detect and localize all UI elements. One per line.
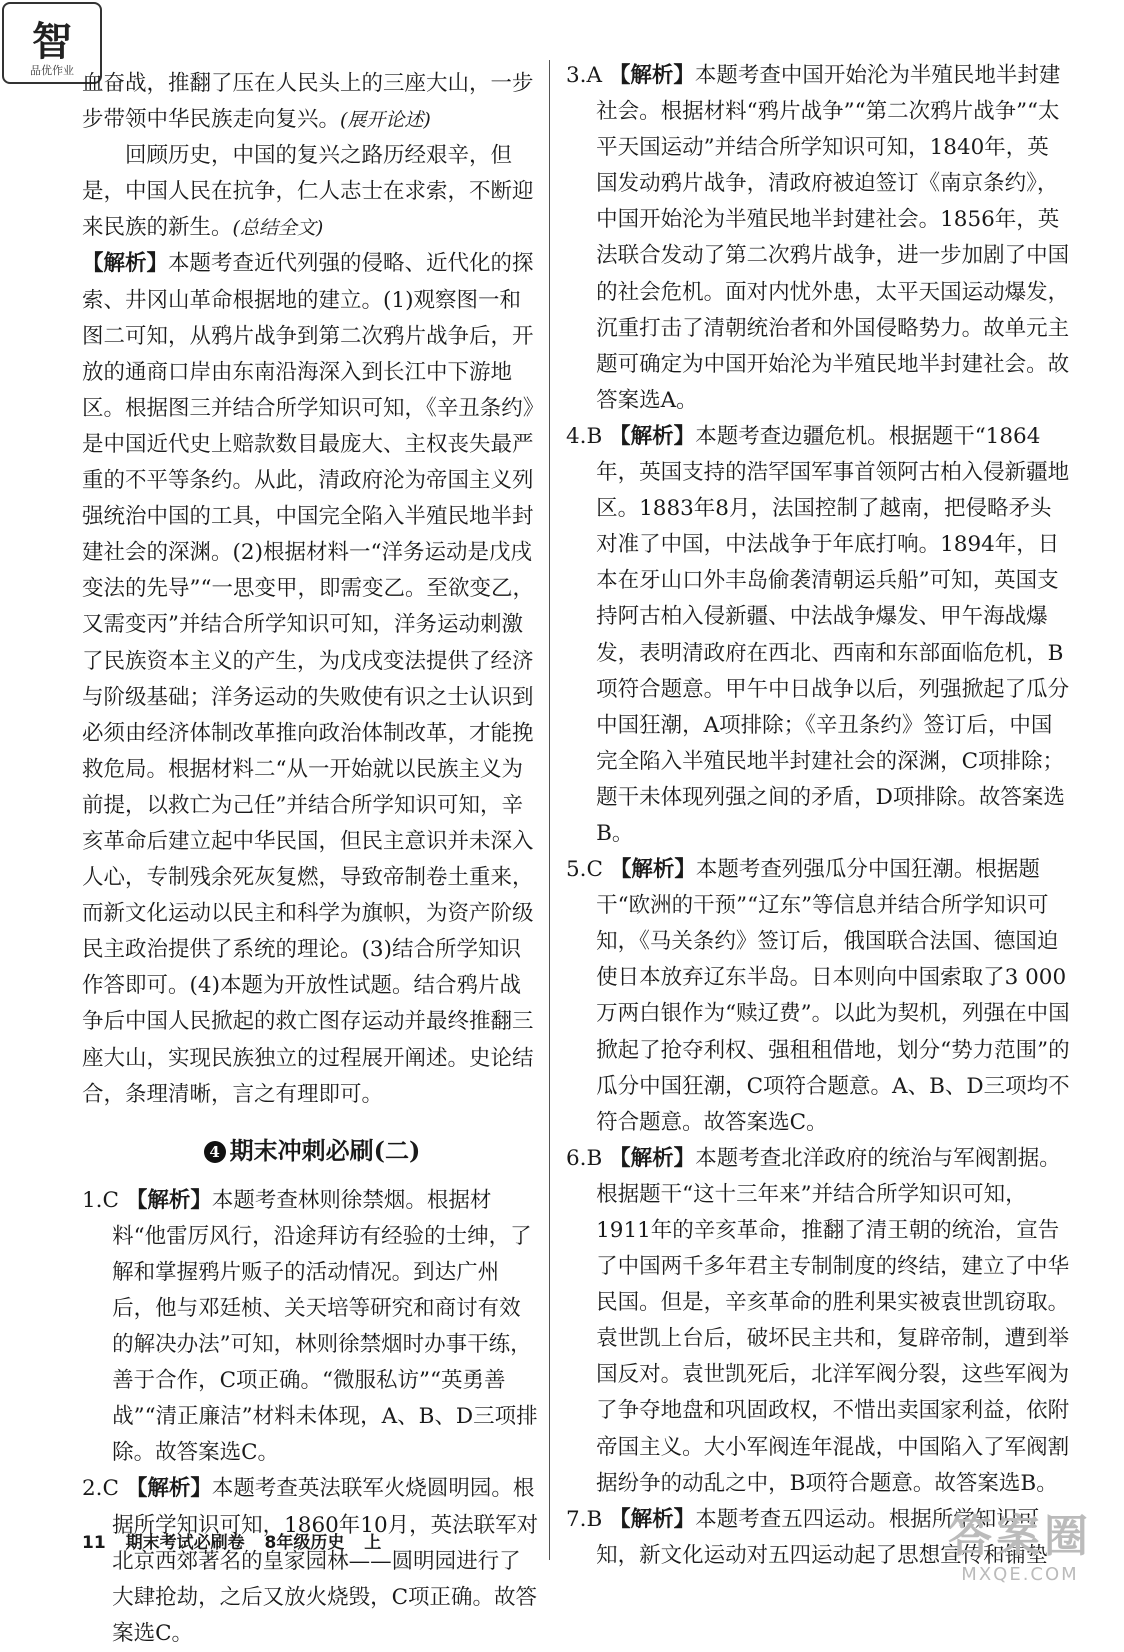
- answer-text: 本题考查五四运动。根据所学知识可知，新文化运动对五四运动起了思想宣传和铺垫: [596, 1506, 1048, 1568]
- answer-text: 本题考查列强瓜分中国狂潮。根据题干“欧洲的干预”“辽东”等信息并结合所学知识可知，《马关条约》签订后，俄国联合法国、德国迫使日本放弃辽东半岛。日本则向中国索取了3 000万两白银作为“赎辽费”。以此为契机，列强在中国掀起了抢夺利权、强租租借地，划分“势力范围”的瓜分中国狂潮，C项符合题意。A、B、D三项均不符合题意。故答案选C。: [596, 857, 1070, 1135]
- answer-item-6: [566, 1141, 1070, 1502]
- answer-text: 本题考查林则徐禁烟。根据材料“他雷厉风行，沿途拜访有经验的士绅，了解和掌握鸦片贩子的活动情况。到达广州后，他与邓廷桢、关天培等研究和商讨有效的解决办法”可知，林则徐禁烟时办事干练，善于合作，C项正确。“微服私访”“英勇善战”“清正廉洁”材料未体现，A、B、D三项排除。故答案选C。: [112, 1187, 538, 1466]
- answer-item-2: [82, 1471, 542, 1651]
- analysis-text: 本题考查近代列强的侵略、近代化的探索、井冈山革命根据地的建立。(1)观察图一和图二可知，从鸦片战争到第二次鸦片战争后，开放的通商口岸由东南沿海深入到长江中下游地区。根据图三并结合所学知识可知，《辛丑条约》是中国近代史上赔款数目最庞大、主权丧失最严重的不平等条约。从此，清政府沦为帝国主义列强统治中国的工具，中国完全陷入半殖民地半封建社会的深渊。(2)根据材料一“洋务运动是戊戌变法的先导”“一思变甲，即需变乙。至欲变乙，又需变丙”并结合所学知识可知，洋务运动刺激了民族资本主义的产生，为戊戌变法提供了经济与阶级基础；洋务运动的失败使有识之士认识到必须由经济体制改革推向政治体制改革，才能挽救危局。根据材料二“从一开始就以民族主义为前提，以救亡为己任”并结合所学知识可知，辛亥革命后建立起中华民国，但民主意识并未深入人心，专制残余死灰复燃，导致帝制卷土重来，而新文化运动以民主和科学为旗帜，为资产阶级民主政治提供了系统的理论。(3)结合所学知识作答即可。(4)本题为开放性试题。结合鸦片战争后中国人民掀起的救亡图存运动并最终推翻三座大山，实现民族独立的过程展开阐述。史论结合，条理清晰，言之有理即可。: [82, 251, 534, 1107]
- analysis-tag: 【解析】: [82, 251, 169, 277]
- grade-subject: 8年级历史: [264, 1533, 345, 1553]
- essay-text-1: 血奋战，推翻了压在人民头上的三座大山，一步步带领中华民族走向复兴。: [82, 71, 534, 133]
- answer-number: 1.C: [82, 1187, 119, 1213]
- logo-glyph: 智: [32, 18, 72, 65]
- logo-caption: 品优作业: [30, 64, 74, 77]
- answer-item-1: [82, 1183, 542, 1472]
- essay-note-1: (展开论述): [340, 109, 431, 132]
- answer-tag: 【解析】: [609, 1506, 696, 1532]
- watermark: [930, 1500, 1110, 1590]
- watermark-logo: 答案圈: [948, 1511, 1092, 1562]
- answer-tag: 【解析】: [125, 1476, 212, 1502]
- answer-tag: 【解析】: [609, 423, 696, 449]
- answer-number: 3.A: [566, 63, 603, 88]
- page-number: 11: [82, 1533, 106, 1553]
- answer-number: 2.C: [82, 1476, 119, 1502]
- section-number-badge: 4: [204, 1141, 226, 1163]
- section-title-text: 期末冲刺必刷(二): [229, 1135, 421, 1165]
- answer-tag: 【解析】: [609, 1145, 696, 1171]
- answer-text: 本题考查中国开始沦为半殖民地半封建社会。根据材料“鸦片战争”“第二次鸦片战争”“太平天国运动”并结合所学知识可知，1840年，英国发动鸦片战争，清政府被迫签订《南京条约》，中国开始沦为半殖民地半封建社会。1856年，英法联合发动了第二次鸦片战争，进一步加剧了中国的社会危机。面对内忧外患，太平天国运动爆发，沉重打击了清朝统治者和外国侵略势力。故单元主题可确定为中国开始沦为半殖民地半封建社会。故答案选A。: [596, 63, 1070, 413]
- right-column: [566, 58, 1070, 1574]
- answer-number: 4.B: [566, 423, 603, 449]
- volume-label: 上: [364, 1533, 382, 1553]
- answer-number: 5.C: [566, 857, 603, 883]
- page-footer: [82, 1528, 395, 1553]
- watermark-url: MXQE.COM: [961, 1564, 1079, 1585]
- essay-paragraph-1: [82, 66, 542, 138]
- answer-text: 本题考查北洋政府的统治与军阀割据。根据题干“这十三年来”并结合所学知识可知，1911年的辛亥革命，推翻了清王朝的统治，宣告了中国两千多年君主专制制度的终结，建立了中华民国。但是，辛亥革命的胜利果实被袁世凯窃取。袁世凯上台后，破坏民主共和，复辟帝制，遭到举国反对。袁世凯死后，北洋军阀分裂，这些军阀为了争夺地盘和巩固政权，不惜出卖国家利益，依附帝国主义。大小军阀连年混战，中国陷入了军阀割据纷争的动乱之中，B项符合题意。故答案选B。: [596, 1145, 1070, 1496]
- answer-number: 6.B: [566, 1145, 603, 1171]
- book-title: 期末考试必刷卷: [125, 1533, 245, 1553]
- answer-text: 本题考查边疆危机。根据题干“1864年，英国支持的浩罕国军事首领阿古柏入侵新疆地区。1883年8月，法国控制了越南，把侵略矛头对准了中国，中法战争于年底打响。1894年，日本在牙山口外丰岛偷袭清朝运兵船”可知，英国支持阿古柏入侵新疆、中法战争爆发、甲午海战爆发，表明清政府在西北、西南和东部面临危机，B项符合题意。甲午中日战争以后，列强掀起了瓜分中国狂潮，A项排除；《辛丑条约》签订后，中国完全陷入半殖民地半封建社会的深渊，C项排除；题干未体现列强之间的矛盾，D项排除。故答案选B。: [596, 423, 1070, 846]
- answer-tag: 【解析】: [125, 1187, 212, 1213]
- answer-item-5: [566, 852, 1070, 1141]
- analysis-paragraph: [82, 246, 542, 1112]
- left-column: [82, 66, 542, 1652]
- column-divider: [549, 60, 550, 1560]
- section-title: [82, 1131, 542, 1171]
- essay-text-2: 回顾历史，中国的复兴之路历经艰辛，但是，中国人民在抗争，仁人志士在求索，不断迎来民族的新生。: [82, 143, 534, 241]
- answer-text: 本题考查英法联军火烧圆明园。根据所学知识可知，1860年10月，英法联军对北京西郊著名的皇家园林——圆明园进行了大肆抢劫，之后又放火烧毁，C项正确。故答案选C。: [112, 1476, 539, 1646]
- answer-tag: 【解析】: [609, 857, 696, 883]
- answer-item-3: [566, 58, 1070, 419]
- essay-note-2: (总结全文): [232, 217, 324, 240]
- answer-number: 7.B: [566, 1506, 603, 1532]
- essay-paragraph-2: [82, 138, 542, 246]
- answer-tag: 【解析】: [608, 63, 695, 88]
- answer-item-4: [566, 419, 1070, 852]
